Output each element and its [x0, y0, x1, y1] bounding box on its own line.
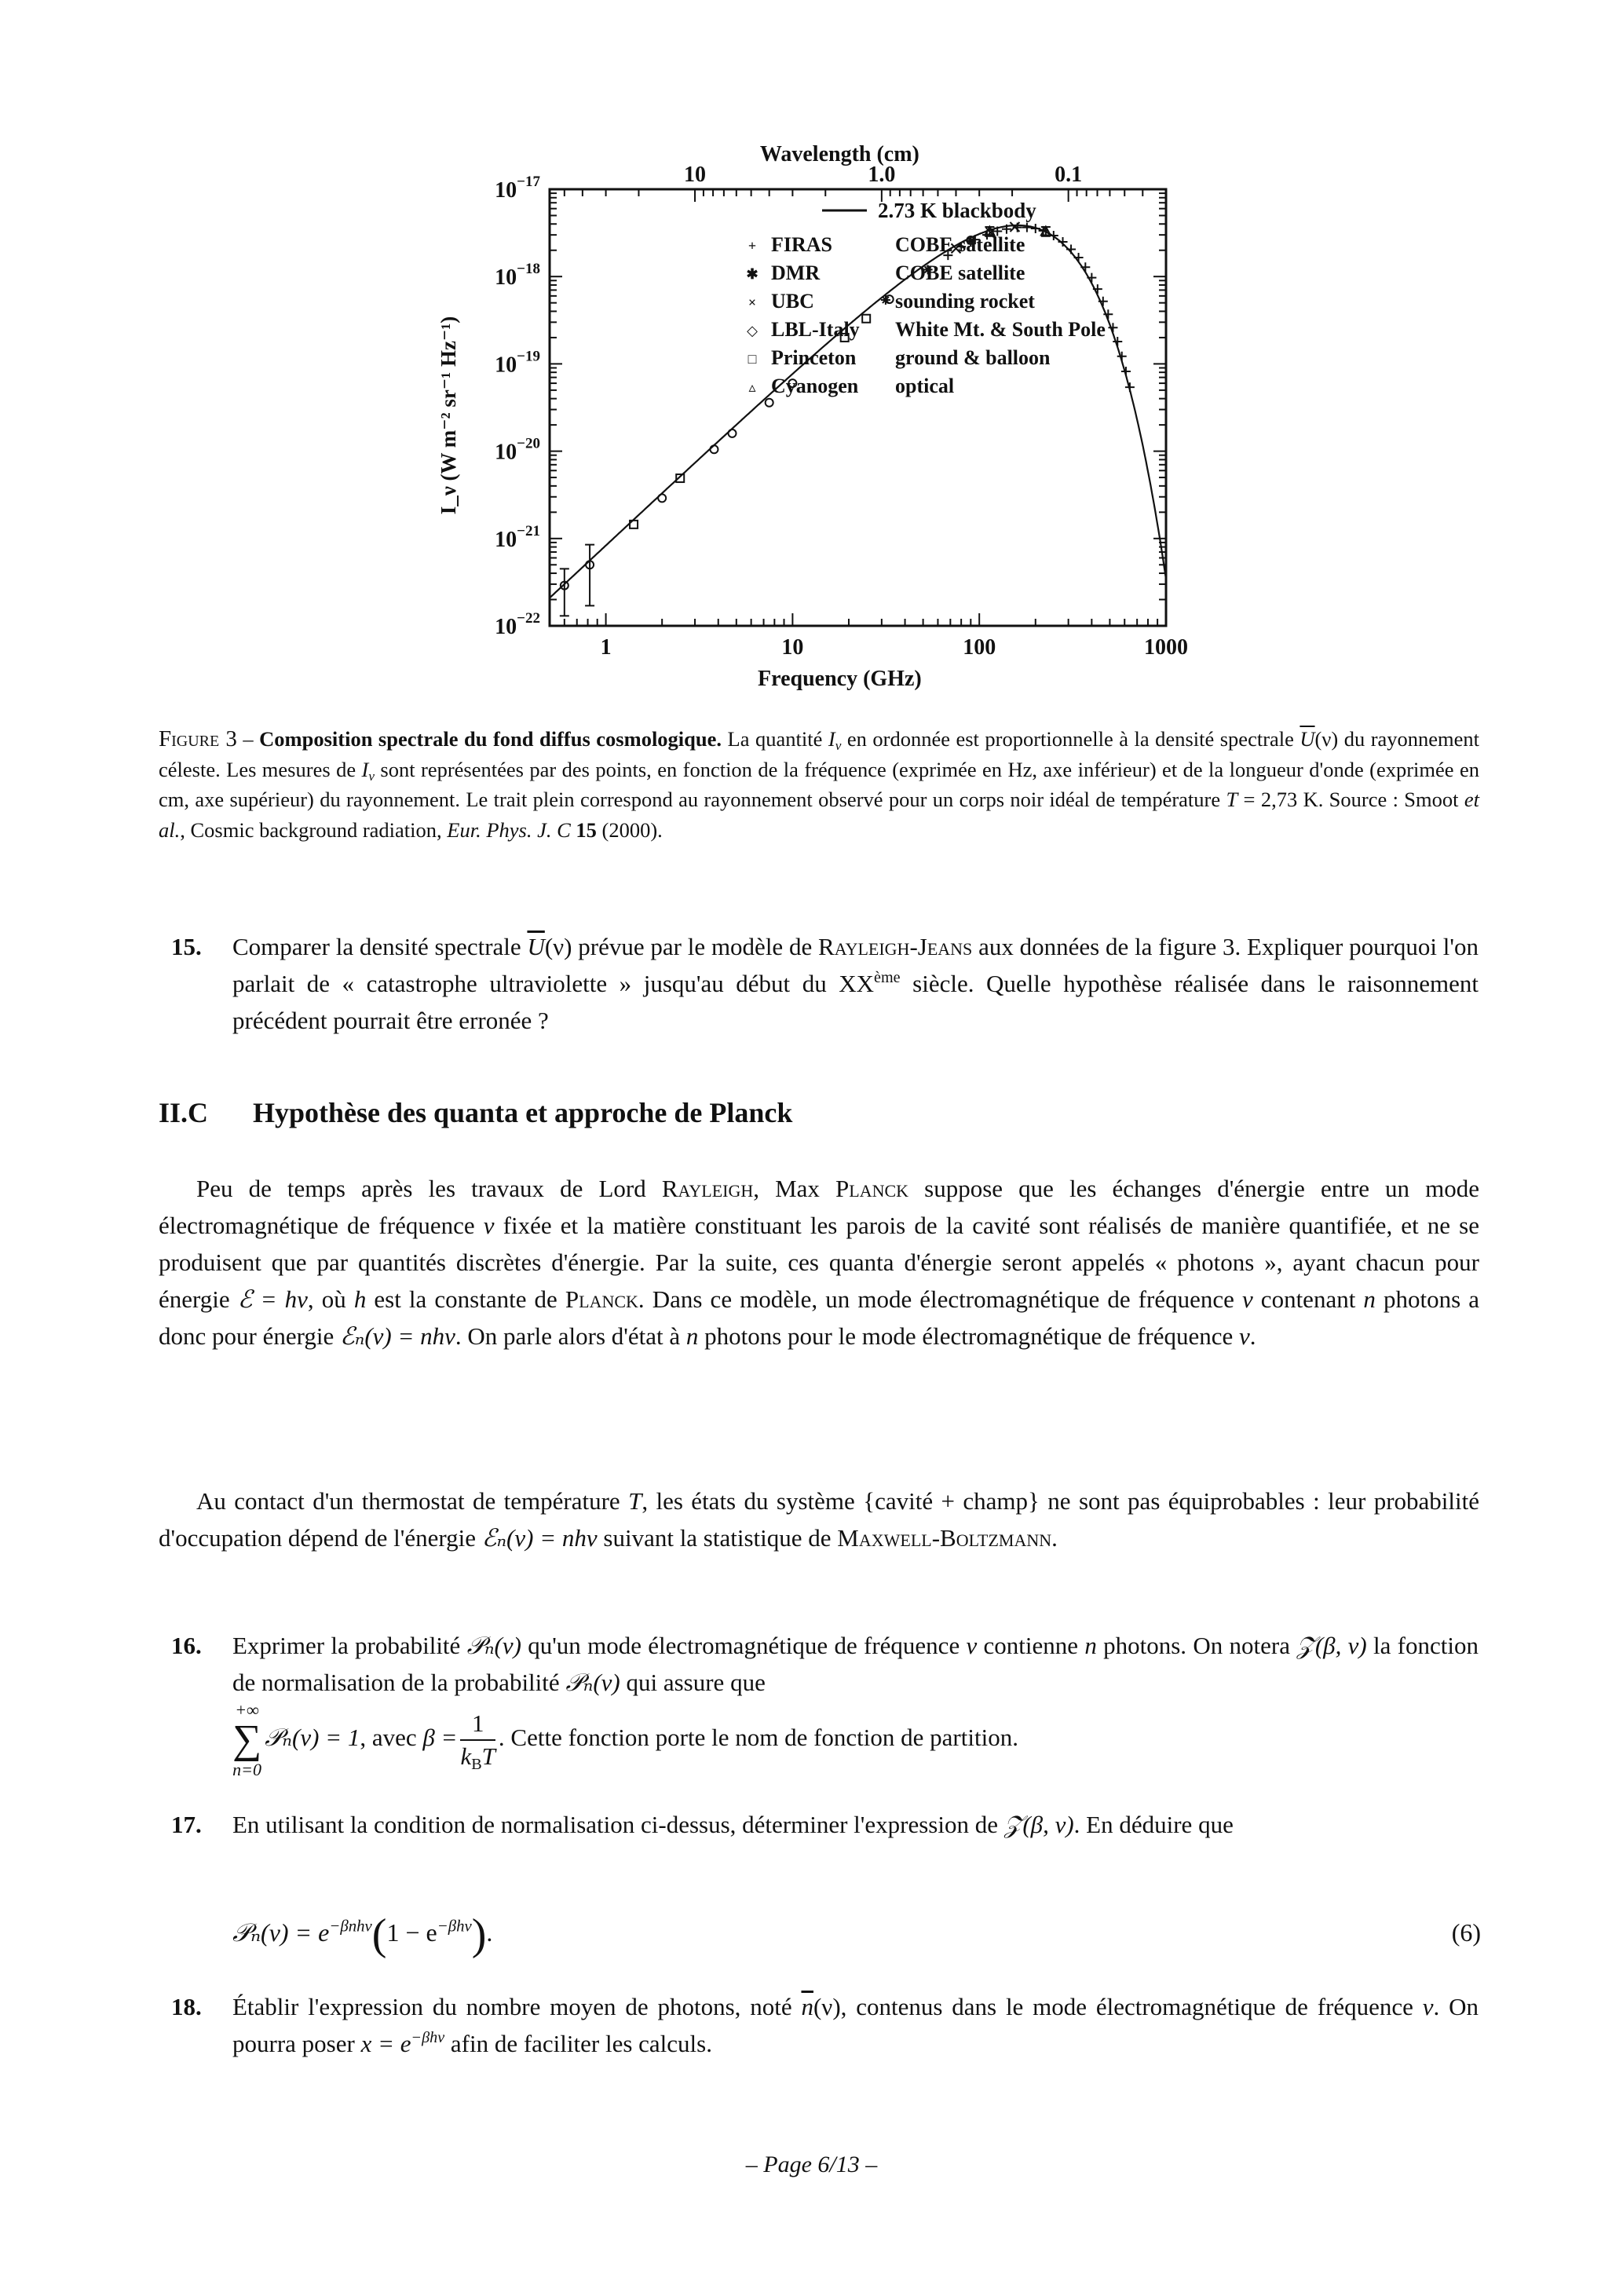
- x-tick-label: 100: [963, 635, 996, 660]
- x-tick-label: 1000: [1144, 635, 1188, 660]
- legend-marker: ✱: [746, 266, 758, 282]
- data-point: [658, 494, 666, 502]
- legend-source: ground & balloon: [895, 346, 1051, 369]
- data-point: [862, 315, 870, 323]
- question-text: Comparer la densité spectrale $\overline{U}(\nu)$ prévue par le modèle de Rayleigh-Jeans aux données de la figure 3. Expliquer pourquoi l'on parlait de « catastrophe ultraviolette » jusqu'au début du XXème siècle. Quelle hypothèse réalisée dans le raisonnement précédent pourrait être erronée ?: [232, 933, 1479, 1034]
- data-point: [710, 445, 718, 453]
- data-point: [1125, 382, 1135, 392]
- y-tick-label: $10^{-17}$: [495, 174, 540, 203]
- data-point: [1031, 224, 1040, 233]
- top-tick-label: 10: [684, 163, 707, 187]
- x-axis-title: Frequency (GHz): [758, 667, 922, 691]
- figure-caption: Figure 3 – Composition spectrale du fond diffus cosmologique. La quantité $I_\nu$ en ordonnée est proportionnelle à la densité spectrale $\overline{U}(\nu)$ du rayonnement céleste. Les mesures de $I_\nu$ sont représentées par des points, en fonction de la fréquence (exprimée en Hz, axe inférieur) et de la longueur d'onde (exprimée en cm, axe supérieur) du rayonnement. Le trait plein correspond au rayonnement observé pour un corps noir idéal de température T = 2,73 K. Source : Smoot et al., Cosmic background radiation, Eur. Phys. J. C 15 (2000).: [159, 726, 1480, 842]
- y-axis-title: I_ν (W m⁻² sr⁻¹ Hz⁻¹): [437, 316, 460, 515]
- chart: [437, 126, 1193, 707]
- y-tick-label: $10^{-22}$: [495, 610, 540, 639]
- legend-curve-label: 2.73 K blackbody: [878, 199, 1036, 222]
- data-point: [766, 399, 773, 407]
- section-heading: [159, 1096, 792, 1129]
- question-number: 16.: [171, 1632, 202, 1659]
- legend-name: Princeton: [771, 346, 857, 369]
- question-text: Exprimer la probabilité 𝒫ₙ(ν) qu'un mode électromagnétique de fréquence ν contienne n photons. On notera 𝒵(β, ν) la fonction de normalisation de la probabilité 𝒫ₙ(ν) qui assure que +∞ ∑ n=0 𝒫ₙ(ν) = 1, avec β = $\frac{1}{k_BT}$ . Cette fonction porte le nom de fonction de partition.: [232, 1632, 1479, 1779]
- question-17: [171, 1806, 1479, 1843]
- figure-label: Figure 3: [159, 726, 237, 751]
- data-point: [1058, 237, 1068, 247]
- legend-name: UBC: [771, 290, 814, 313]
- blackbody-curve: [550, 225, 1166, 598]
- legend-source: White Mt. & South Pole: [895, 318, 1106, 341]
- legend-name: FIRAS: [771, 233, 833, 256]
- question-18: [171, 1988, 1479, 2062]
- legend-marker: ◇: [747, 323, 758, 338]
- legend-name: LBL-Italy: [771, 318, 860, 341]
- journal-name: Eur. Phys. J. C: [447, 817, 571, 842]
- paragraph-planck-hypothesis: Peu de temps après les travaux de Lord Rayleigh, Max Planck suppose que les échanges d'énergie entre un mode électromagnétique de fréquence ν fixée et la matière constituant les parois de la cavité sont réalisés de manière quantifiée, et ne se produisent que par quantités discrètes d'énergie. Par la suite, ces quanta d'énergie seront appelés « photons », ayant chacun pour énergie ℰ = hν, où h est la constante de Planck. Dans ce modèle, un mode électromagnétique de fréquence ν contenant n photons a donc pour énergie ℰₙ(ν) = nhν. On parle alors d'état à n photons pour le mode électromagnétique de fréquence ν.: [159, 1175, 1480, 1350]
- data-point: [1013, 223, 1022, 232]
- equation-6: 𝒫ₙ(ν) = $e^{-\beta nh\nu}(1 - e^{-\beta h\nu})$. (6): [232, 1910, 1481, 1960]
- legend-name: DMR: [771, 261, 821, 284]
- x-tick-label: 10: [781, 635, 804, 660]
- legend-marker: □: [748, 351, 757, 367]
- equation-number: (6): [1451, 1918, 1481, 1947]
- legend-source: sounding rocket: [895, 290, 1035, 313]
- y-tick-label: $10^{-21}$: [495, 522, 540, 552]
- question-number: 15.: [171, 933, 202, 960]
- legend-source: COBE satellite: [895, 233, 1025, 256]
- data-point: [1121, 367, 1131, 376]
- page-number: – Page 6/13 –: [745, 2152, 878, 2177]
- data-point: [1074, 253, 1084, 262]
- question-text: En utilisant la condition de normalisation ci-dessus, déterminer l'expression de 𝒵(β, ν). En déduire que: [232, 1811, 1234, 1838]
- legend-marker: ▵: [748, 379, 756, 395]
- summation: +∞ ∑ n=0: [232, 1700, 262, 1779]
- top-tick-label: 0.1: [1055, 163, 1083, 187]
- paragraph-maxwell-boltzmann: Au contact d'un thermostat de température T, les états du système {cavité + champ} ne sont pas équiprobables : leur probabilité d'occupation dépend de l'énergie ℰₙ(ν) = nhν suivant la statistique de Maxwell-Boltzmann.: [159, 1487, 1479, 1552]
- top-axis-title: Wavelength (cm): [759, 142, 919, 166]
- data-point: [1087, 273, 1096, 283]
- question-16: [171, 1627, 1479, 1779]
- figure-3-cmb-spectrum: [437, 126, 1193, 707]
- legend-name: Cyanogen: [771, 375, 859, 397]
- caption-title: Composition spectrale du fond diffus cosmologique.: [259, 727, 722, 751]
- data-point: [1022, 223, 1032, 232]
- question-number: 17.: [171, 1811, 202, 1838]
- legend-source: COBE satellite: [895, 261, 1025, 284]
- fraction-beta: $\frac{1}{k_BT}$: [460, 1709, 495, 1774]
- section-title: Hypothèse des quanta et approche de Planck: [253, 1097, 793, 1128]
- data-point: [1080, 262, 1090, 272]
- question-text: Établir l'expression du nombre moyen de photons, noté $\overline{n}(\nu)$, contenus dans le mode électromagnétique de fréquence ν. On pourra poser $x = e^{-\beta h\nu}$ afin de faciliter les calculs.: [232, 1993, 1479, 2057]
- x-tick-label: 1: [600, 635, 612, 660]
- data-point: [729, 430, 737, 437]
- y-tick-label: $10^{-20}$: [495, 435, 540, 465]
- top-tick-label: 1.0: [868, 163, 896, 187]
- data-point: [1066, 245, 1076, 254]
- legend-marker: +: [748, 238, 757, 254]
- question-number: 18.: [171, 1993, 202, 2020]
- y-tick-label: $10^{-19}$: [495, 348, 540, 378]
- legend-source: optical: [895, 375, 955, 397]
- section-number: II.C: [159, 1097, 209, 1128]
- legend-marker: ×: [748, 294, 757, 310]
- data-point: [1093, 284, 1102, 294]
- y-tick-label: $10^{-18}$: [495, 261, 540, 291]
- question-15: [171, 928, 1479, 1039]
